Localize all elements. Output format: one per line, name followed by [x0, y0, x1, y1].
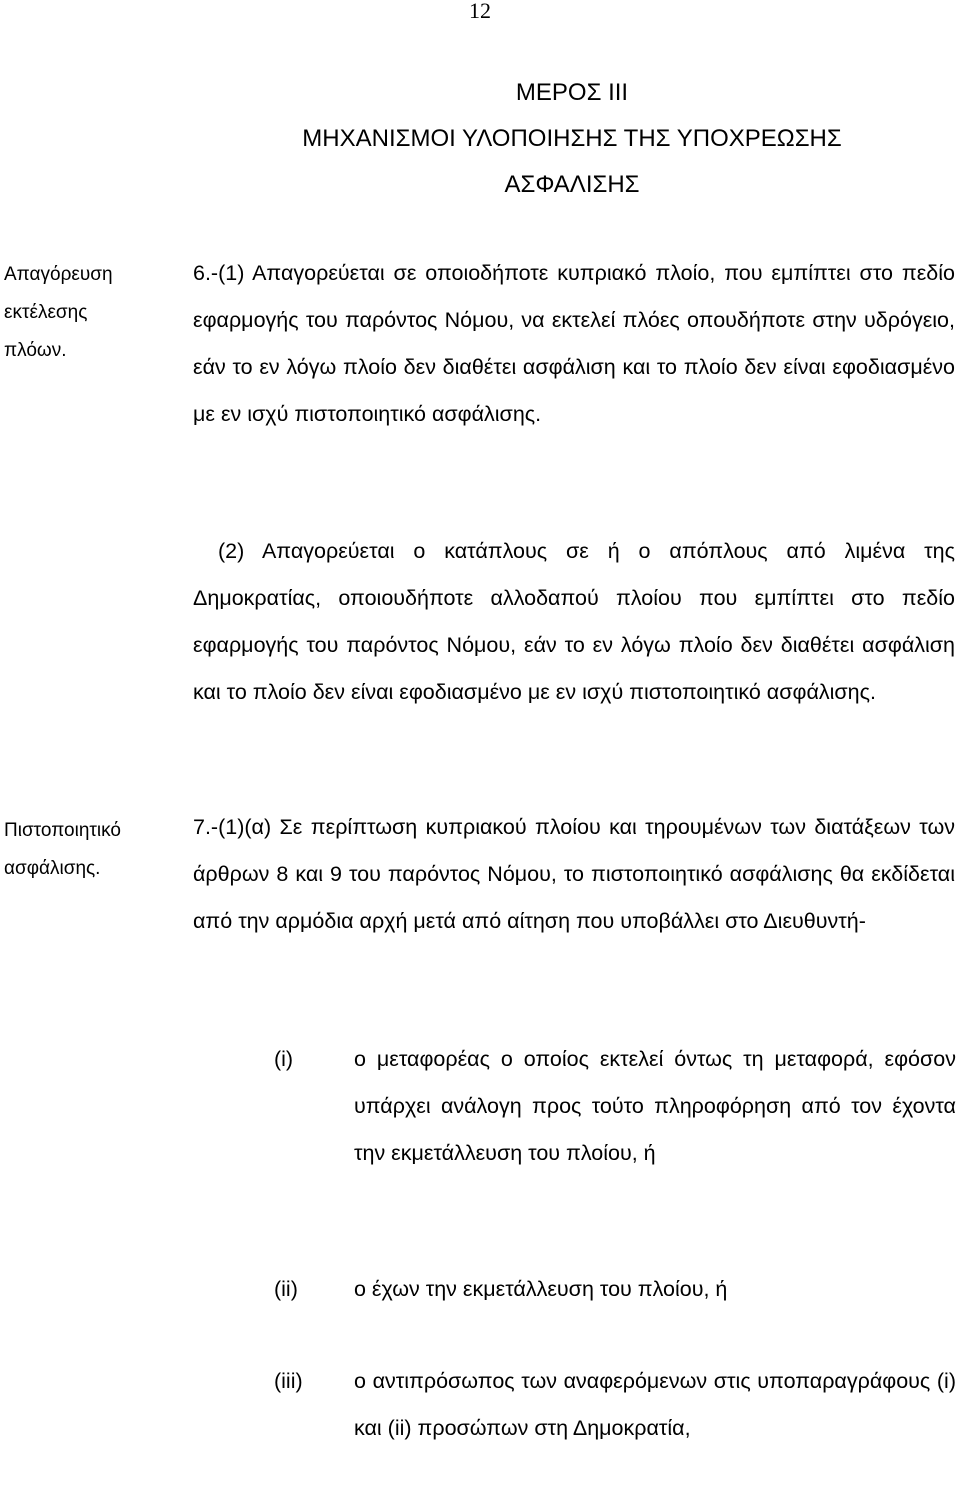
list-item-text-iii: ο αντιπρόσωπος των αναφερόμενων στις υποπαραγράφους (i) και (ii) προσώπων στη Δημοκρατία,: [354, 1369, 956, 1440]
margin-note-section-7: Πιστοποιητικό ασφάλισης.: [4, 820, 121, 879]
part-number: ΜΕΡΟΣ ΙΙΙ: [515, 79, 629, 106]
section-7-paragraph-1: 7.-(1)(α) Σε περίπτωση κυπριακού πλοίου και τηρουμένων των διατάξεων των άρθρων 8 και 9 του παρόντος Νόμου, το πιστοποιητικό ασφάλισης θα εκδίδεται από την αρμόδια αρχή μετά από αίτηση που υποβάλλει στο Διευθυντή-: [193, 815, 955, 933]
margin-note-section-6: Απαγόρευση εκτέλεσης πλόων.: [4, 264, 113, 361]
page-number: 12: [469, 0, 491, 23]
list-item-label-iii: (iii): [274, 1369, 303, 1393]
part-title-line2: ΑΣΦΑΛΙΣΗΣ: [504, 171, 640, 198]
section-6-paragraph-1: 6.-(1) Απαγορεύεται σε οποιοδήποτε κυπριακό πλοίο, που εμπίπτει στο πεδίο εφαρμογής του παρόντος Νόμου, να εκτελεί πλόες οπουδήποτε στην υδρόγειο, εάν το εν λόγω πλοίο δεν διαθέτει ασφάλιση και το πλοίο δεν είναι εφοδιασμένο με εν ισχύ πιστοποιητικό ασφάλισης.: [193, 261, 955, 426]
list-item-text-ii: ο έχων την εκμετάλλευση του πλοίου, ή: [354, 1277, 728, 1301]
section-6-paragraph-2: (2) Απαγορεύεται ο κατάπλους σε ή ο απόπλους από λιμένα της Δημοκρατίας, οποιουδήποτε αλλοδαπού πλοίου που εμπίπτει στο πεδίο εφαρμογής του παρόντος Νόμου, εάν το εν λόγω πλοίο δεν διαθέτει ασφάλιση και το πλοίο δεν είναι εφοδιασμένο με εν ισχύ πιστοποιητικό ασφάλισης.: [193, 539, 955, 704]
list-item-text-i: ο μεταφορέας ο οποίος εκτελεί όντως τη μεταφορά, εφόσον υπάρχει ανάλογη προς τούτο πληροφόρηση από τον έχοντα την εκμετάλλευση του πλοίου, ή: [354, 1047, 956, 1165]
part-title-line1: ΜΗΧΑΝΙΣΜΟΙ ΥΛΟΠΟΙΗΣΗΣ ΤΗΣ ΥΠΟΧΡΕΩΣΗΣ: [302, 125, 842, 152]
list-item-label-ii: (ii): [274, 1277, 298, 1301]
list-item-label-i: (i): [274, 1047, 294, 1071]
part-heading: [190, 70, 954, 208]
